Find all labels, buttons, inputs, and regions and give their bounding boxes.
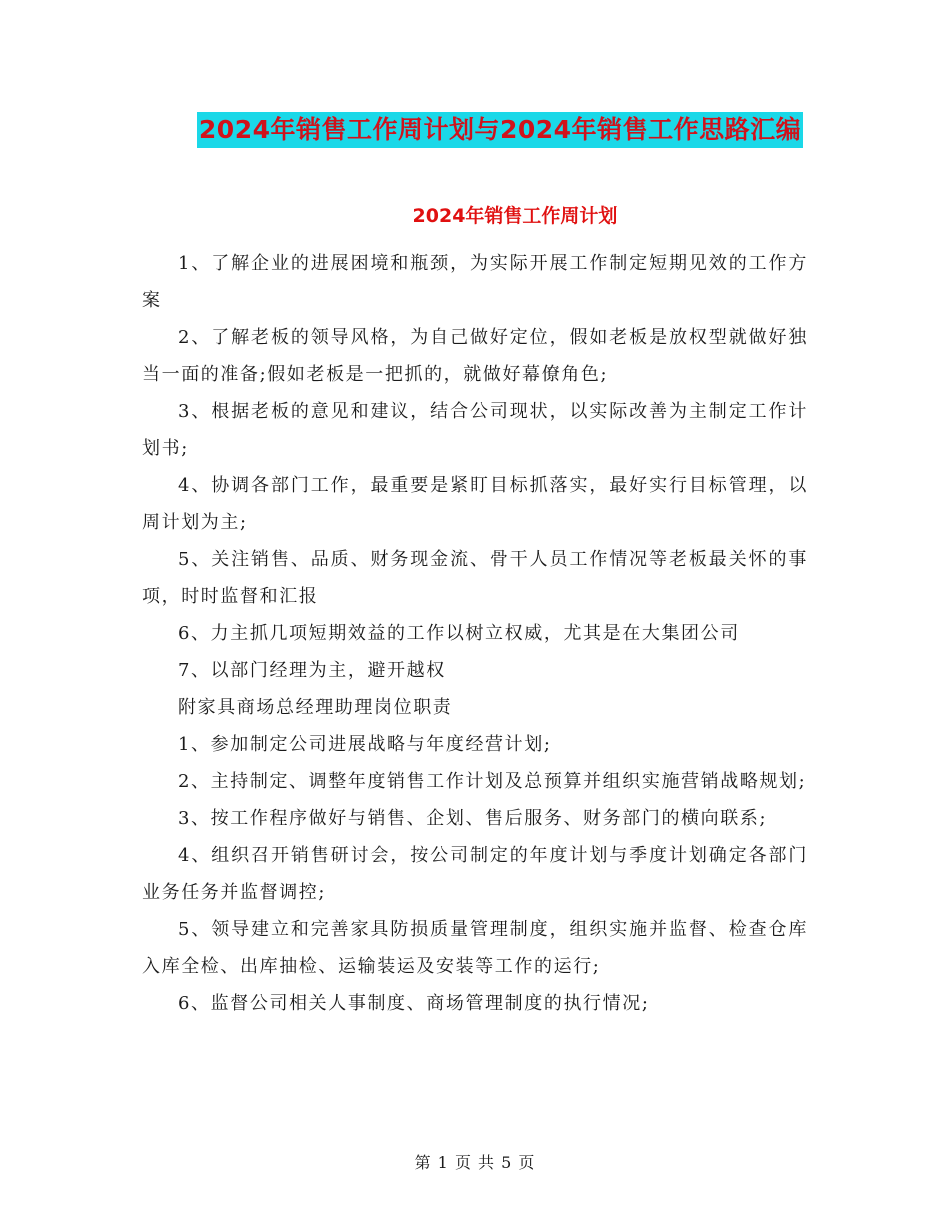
- paragraph: 1、了解企业的进展困境和瓶颈，为实际开展工作制定短期见效的工作方案: [142, 253, 808, 311]
- paragraph: 3、按工作程序做好与销售、企划、售后服务、财务部门的横向联系;: [178, 808, 768, 829]
- paragraph: 4、协调各部门工作，最重要是紧盯目标抓落实，最好实行目标管理，以周计划为主;: [142, 475, 808, 533]
- paragraph: 7、以部门经理为主，避开越权: [178, 660, 446, 681]
- section-title: 2024年销售工作周计划: [412, 205, 618, 227]
- paragraph: 1、参加制定公司进展战略与年度经营计划;: [178, 734, 552, 755]
- paragraph: 2、主持制定、调整年度销售工作计划及总预算并组织实施营销战略规划;: [178, 771, 807, 792]
- document-title-text: 2024年销售工作周计划与2024年销售工作思路汇编: [197, 112, 803, 148]
- page-footer: 第 1 页 共 5 页: [414, 1153, 536, 1172]
- paragraph: 5、领导建立和完善家具防损质量管理制度，组织实施并监督、检查仓库入库全检、出库抽检、运输装运及安装等工作的运行;: [142, 919, 808, 977]
- document-title: [0, 112, 950, 148]
- paragraph: 5、关注销售、品质、财务现金流、骨干人员工作情况等老板最关怀的事项，时时监督和汇报: [142, 549, 808, 607]
- paragraph: 2、了解老板的领导风格，为自己做好定位，假如老板是放权型就做好独当一面的准备;假如老板是一把抓的，就做好幕僚角色;: [142, 327, 808, 385]
- paragraph: 4、组织召开销售研讨会，按公司制定的年度计划与季度计划确定各部门业务任务并监督调控;: [142, 845, 808, 903]
- paragraph: 6、监督公司相关人事制度、商场管理制度的执行情况;: [178, 993, 650, 1014]
- paragraph: 6、力主抓几项短期效益的工作以树立权威，尤其是在大集团公司: [178, 623, 740, 644]
- paragraph: 3、根据老板的意见和建议，结合公司现状，以实际改善为主制定工作计划书;: [142, 401, 808, 459]
- document-body: [142, 245, 808, 1022]
- paragraph: 附家具商场总经理助理岗位职责: [178, 697, 453, 718]
